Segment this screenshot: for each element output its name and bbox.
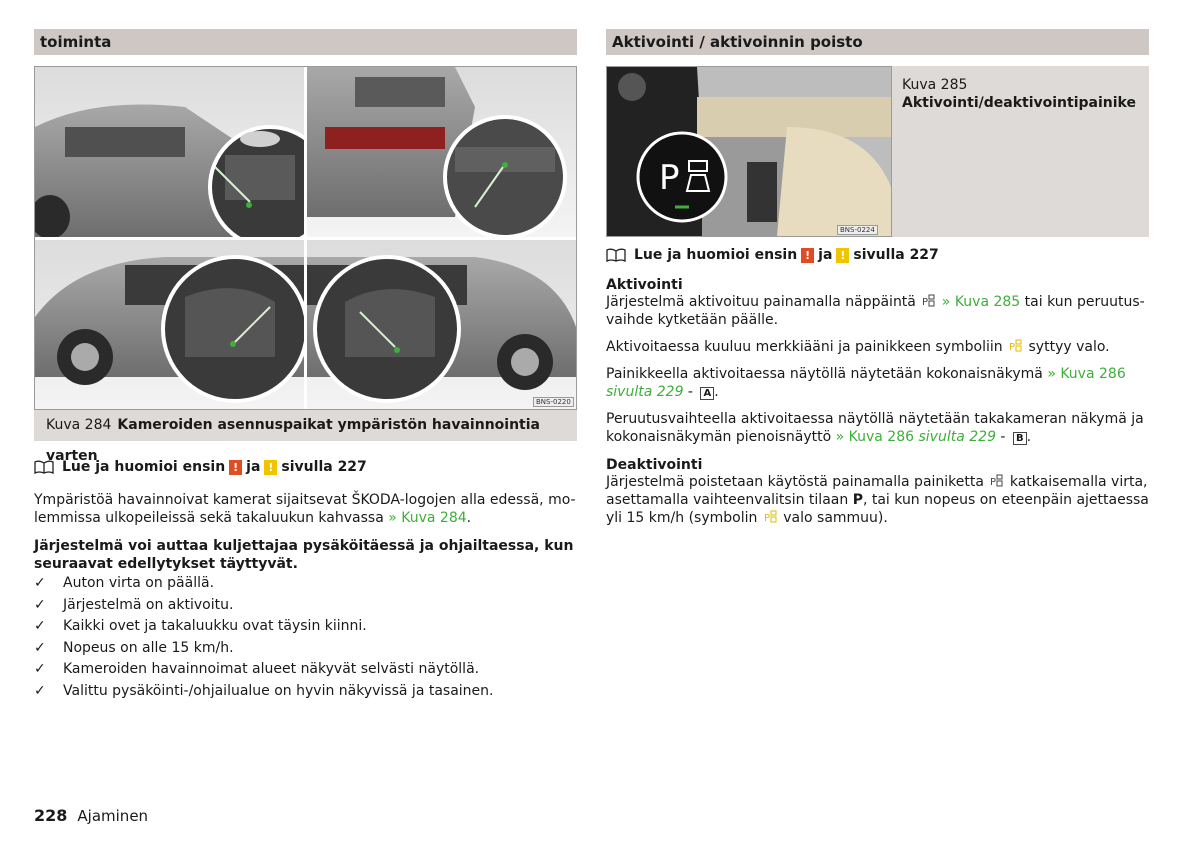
link-sivulta-229[interactable]: sivulta 229 bbox=[918, 429, 996, 445]
deactivation-paragraph bbox=[606, 473, 1149, 527]
intro-paragraph bbox=[34, 491, 577, 527]
reference-suffix: sivulla 227 bbox=[853, 247, 939, 263]
link-kuva-285[interactable]: » Kuva 285 bbox=[941, 294, 1021, 310]
condition-text: Valittu pysäköinti-/ohjailualue on hyvin näkyvissä ja tasainen. bbox=[63, 682, 494, 699]
section-heading-left: toiminta bbox=[34, 29, 577, 55]
reference-line bbox=[606, 247, 1149, 263]
condition-item bbox=[34, 659, 577, 681]
reference-prefix: Lue ja huomioi ensin bbox=[62, 459, 226, 475]
text: asettamalla vaihteenvalitsin tilaan bbox=[606, 492, 849, 508]
condition-text: Nopeus on alle 15 km/h. bbox=[63, 639, 234, 656]
gear-position-p: P bbox=[852, 492, 863, 508]
condition-text: Kaikki ovet ja takaluukku ovat täysin kiinni. bbox=[63, 618, 367, 634]
check-icon: ✓ bbox=[34, 682, 46, 699]
figure-code: BNS-0224 bbox=[837, 225, 878, 235]
warning-red-icon: ! bbox=[229, 460, 242, 475]
caption-number: Kuva 285 bbox=[902, 77, 968, 93]
book-icon bbox=[606, 248, 626, 262]
link-kuva-286[interactable]: » Kuva 286 bbox=[1047, 366, 1126, 382]
text: , tai kun nopeus on eteenpäin ajettaessa bbox=[862, 492, 1149, 508]
activation-paragraph-3 bbox=[606, 365, 1149, 401]
conditions-heading bbox=[34, 537, 577, 573]
book-icon bbox=[34, 460, 54, 474]
svg-text:P: P bbox=[922, 297, 929, 307]
text: Peruutusvaihteella aktivoitaessa näytöllä näytetään takakameran näkymä ja bbox=[606, 411, 1144, 427]
text: - bbox=[683, 384, 698, 400]
activation-paragraph-4 bbox=[606, 410, 1149, 446]
park-assist-icon bbox=[990, 474, 1003, 487]
check-icon: ✓ bbox=[34, 639, 46, 656]
text: yli 15 km/h (symbolin bbox=[606, 510, 758, 526]
text: valo sammuu). bbox=[783, 510, 888, 526]
text: Järjestelmä poistetaan käytöstä painamalla painiketta bbox=[606, 474, 984, 490]
reference-mid: ja bbox=[246, 459, 261, 475]
link-kuva-286[interactable]: » Kuva 286 bbox=[835, 429, 915, 445]
activation-heading: Aktivointi bbox=[606, 277, 683, 293]
park-assist-icon bbox=[764, 510, 777, 523]
condition-item bbox=[34, 638, 577, 660]
park-assist-icon bbox=[922, 294, 935, 307]
text: . bbox=[714, 384, 719, 400]
park-assist-icon bbox=[1009, 339, 1022, 352]
reference-suffix: sivulla 227 bbox=[281, 459, 367, 475]
check-icon: ✓ bbox=[34, 575, 46, 591]
text: tai kun peruutus- bbox=[1024, 294, 1145, 310]
box-letter-b: B bbox=[1013, 432, 1027, 445]
caption-number: Kuva 284 bbox=[46, 417, 112, 433]
caption-text: Kameroiden asennuspaikat ympäristön havainnointia varten bbox=[46, 417, 540, 464]
text: Painikkeella aktivoitaessa näytöllä näytetään kokonaisnäkymä bbox=[606, 366, 1043, 382]
caption-text: Aktivointi/deaktivointipainike bbox=[902, 95, 1136, 111]
text: kokonaisnäkymän pienoisnäyttö bbox=[606, 429, 832, 445]
text: . bbox=[1026, 429, 1032, 445]
svg-text:P: P bbox=[1009, 342, 1016, 352]
conditions-heading-line-2: seuraavat edellytykset täyttyvät. bbox=[34, 556, 298, 572]
link-sivulta-229[interactable]: sivulta 229 bbox=[606, 384, 684, 400]
reference-mid: ja bbox=[818, 247, 833, 263]
page-number: 228 bbox=[34, 806, 68, 825]
figure-285-caption bbox=[902, 76, 1136, 112]
condition-item bbox=[34, 573, 577, 595]
text: katkaisemalla virta, bbox=[1009, 474, 1148, 490]
camera-locations-illustration bbox=[35, 67, 576, 409]
warning-red-icon: ! bbox=[801, 248, 814, 263]
activation-paragraph-1 bbox=[606, 293, 1149, 329]
link-kuva-284[interactable]: » Kuva 284 bbox=[388, 510, 467, 526]
text: syttyy valo. bbox=[1028, 339, 1110, 355]
conditions-list bbox=[34, 573, 577, 702]
figure-285-button bbox=[606, 66, 892, 237]
page-footer bbox=[34, 806, 148, 825]
activation-paragraph-2 bbox=[606, 338, 1149, 356]
svg-text:P: P bbox=[763, 513, 770, 523]
footer-section: Ajaminen bbox=[77, 807, 149, 825]
text: - bbox=[995, 429, 1010, 445]
condition-item bbox=[34, 616, 577, 638]
text: Järjestelmä aktivoituu painamalla näppäintä bbox=[606, 294, 916, 310]
text: Aktivoitaessa kuuluu merkkiääni ja painikkeen symboliin bbox=[606, 339, 1003, 355]
check-icon: ✓ bbox=[34, 618, 46, 634]
left-column bbox=[34, 29, 577, 702]
reference-prefix: Lue ja huomioi ensin bbox=[634, 247, 798, 263]
svg-text:P: P bbox=[659, 158, 680, 198]
reference-line bbox=[34, 459, 577, 475]
text: vaihde kytketään päälle. bbox=[606, 312, 779, 328]
condition-item bbox=[34, 681, 577, 703]
right-column bbox=[606, 29, 1149, 527]
condition-text: Kameroiden havainnoimat alueet näkyvät selvästi näytöllä. bbox=[63, 661, 480, 677]
figure-caption bbox=[34, 410, 577, 464]
condition-text: Järjestelmä on aktivoitu. bbox=[63, 596, 234, 613]
check-icon: ✓ bbox=[34, 661, 46, 677]
figure-285-block bbox=[606, 66, 1149, 237]
conditions-heading-line-1: Järjestelmä voi auttaa kuljettajaa pysäköitäessä ja ohjailtaessa, kun bbox=[34, 538, 574, 554]
deactivation-heading: Deaktivointi bbox=[606, 457, 703, 473]
condition-text: Auton virta on päällä. bbox=[63, 575, 215, 591]
figure-284-camera-locations bbox=[34, 66, 577, 410]
box-letter-a: A bbox=[700, 387, 714, 400]
check-icon: ✓ bbox=[34, 596, 46, 613]
intro-line-1: Ympäristöä havainnoivat kamerat sijaitsevat ŠKODA-logojen alla edessä, mo- bbox=[34, 492, 576, 508]
intro-end: . bbox=[466, 510, 472, 526]
intro-line-2: lemmissa ulkopeileissä sekä takaluukun kahvassa bbox=[34, 510, 384, 526]
section-heading-right: Aktivointi / aktivoinnin poisto bbox=[606, 29, 1149, 55]
warning-yellow-icon: ! bbox=[836, 248, 849, 263]
warning-yellow-icon: ! bbox=[264, 460, 277, 475]
svg-text:P: P bbox=[990, 477, 997, 487]
figure-code: BNS-0220 bbox=[533, 397, 574, 407]
condition-item bbox=[34, 595, 577, 617]
activation-button-illustration bbox=[607, 67, 891, 236]
